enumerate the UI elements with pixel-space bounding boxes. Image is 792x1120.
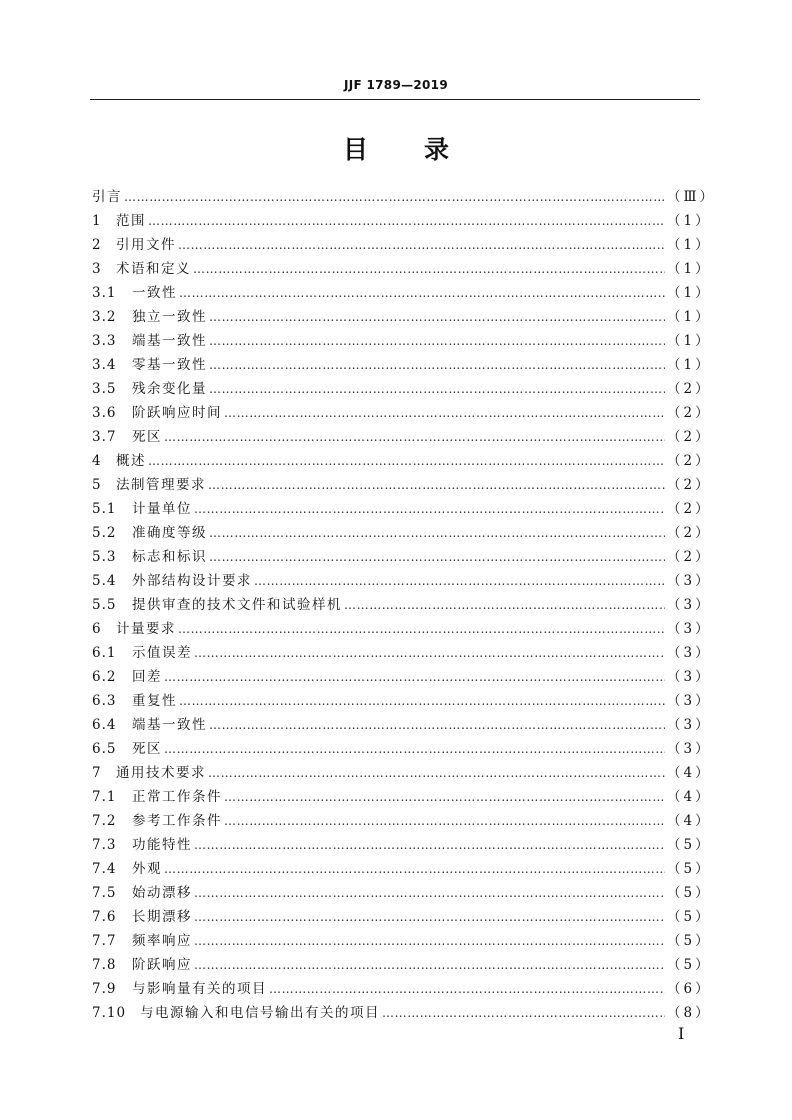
- toc-entry-page: （4）: [667, 813, 712, 829]
- toc-entry[interactable]: [92, 353, 712, 377]
- toc-entry[interactable]: [92, 569, 712, 593]
- toc-entry[interactable]: [92, 233, 712, 257]
- toc-entry-label: 通用技术要求: [116, 765, 206, 781]
- toc-entry[interactable]: [92, 281, 712, 305]
- toc-entry-number: 3.1: [92, 285, 117, 301]
- page-number: I: [678, 1024, 685, 1043]
- toc-entry-page: （3）: [667, 645, 712, 661]
- toc-entry-number: 6.1: [92, 645, 117, 661]
- toc-entry-page: （6）: [667, 981, 712, 997]
- toc-entry[interactable]: [92, 737, 712, 761]
- toc-entry[interactable]: [92, 617, 712, 641]
- toc-entry-number: 5.1: [92, 501, 117, 517]
- toc-entry-label: 功能特性: [132, 837, 192, 853]
- toc-dot-leader: [254, 569, 665, 593]
- toc-entry-page: （2）: [667, 549, 712, 565]
- toc-entry[interactable]: [92, 305, 712, 329]
- toc-dot-leader: [209, 545, 665, 569]
- toc-entry-number: 7.1: [92, 789, 117, 805]
- toc-entry-label: 与影响量有关的项目: [132, 981, 267, 997]
- toc-dot-leader: [209, 377, 665, 401]
- toc-entry-label: 范围: [116, 213, 146, 229]
- toc-entry[interactable]: [92, 953, 712, 977]
- toc-dot-leader: [269, 977, 665, 1001]
- toc-entry-label: 示值误差: [132, 645, 192, 661]
- toc-entry[interactable]: [92, 401, 712, 425]
- toc-entry-label: 术语和定义: [116, 261, 191, 277]
- toc-entry-page: （5）: [667, 861, 712, 877]
- toc-entry[interactable]: [92, 833, 712, 857]
- toc-dot-leader: [178, 233, 665, 257]
- toc-entry-number: 7.8: [92, 957, 117, 973]
- toc-entry-number: 6.5: [92, 741, 117, 757]
- toc-entry-number: 7.7: [92, 933, 117, 949]
- toc-entry-page: （1）: [667, 237, 712, 253]
- toc-dot-leader: [209, 305, 665, 329]
- toc-entry-page: （1）: [667, 333, 712, 349]
- toc-entry-page: （5）: [667, 957, 712, 973]
- toc-entry-page: （1）: [667, 261, 712, 277]
- toc-entry-number: 3.5: [92, 381, 117, 397]
- toc-entry[interactable]: [92, 881, 712, 905]
- toc-entry-page: （5）: [667, 837, 712, 853]
- toc-entry-number: 7.6: [92, 909, 117, 925]
- toc-dot-leader: [194, 953, 665, 977]
- toc-entry-number: 5: [92, 477, 102, 493]
- toc-entry-page: （2）: [667, 381, 712, 397]
- toc-entry-label: 参考工作条件: [132, 813, 222, 829]
- toc-entry-number: 5.4: [92, 573, 117, 589]
- toc-entry-label: 引用文件: [116, 237, 176, 253]
- toc-entry-page: （1）: [667, 285, 712, 301]
- toc-entry[interactable]: [92, 593, 712, 617]
- toc-entry-number: 6.4: [92, 717, 117, 733]
- toc-entry-label: 阶跃响应时间: [132, 405, 222, 421]
- toc-entry[interactable]: [92, 545, 712, 569]
- toc-entry[interactable]: [92, 977, 712, 1001]
- toc-entry-label: 法制管理要求: [116, 477, 206, 493]
- toc-entry[interactable]: [92, 929, 712, 953]
- toc-dot-leader: [208, 761, 665, 785]
- toc-entry[interactable]: [92, 689, 712, 713]
- toc-entry[interactable]: [92, 185, 717, 209]
- toc-entry-number: 5.3: [92, 549, 117, 565]
- toc-dot-leader: [164, 665, 665, 689]
- toc-entry-label: 计量要求: [116, 621, 176, 637]
- toc-dot-leader: [382, 1001, 665, 1025]
- toc-dot-leader: [194, 833, 665, 857]
- toc-dot-leader: [209, 329, 665, 353]
- document-id-header: JJF 1789—2019: [343, 78, 448, 92]
- toc-entry-page: （5）: [667, 885, 712, 901]
- toc-entry-page: （1）: [667, 213, 712, 229]
- toc-dot-leader: [193, 257, 665, 281]
- header-rule: [90, 99, 700, 100]
- toc-entry-number: 7.3: [92, 837, 117, 853]
- toc-entry-label: 始动漂移: [132, 885, 192, 901]
- toc-dot-leader: [194, 881, 665, 905]
- toc-entry-number: 3.3: [92, 333, 117, 349]
- toc-entry-number: 6.2: [92, 669, 117, 685]
- toc-entry-label: 频率响应: [132, 933, 192, 949]
- toc-entry[interactable]: [92, 1001, 712, 1025]
- toc-entry-page: （3）: [667, 717, 712, 733]
- toc-entry-number: 7.10: [92, 1005, 127, 1021]
- toc-entry-number: 7.2: [92, 813, 117, 829]
- toc-entry-number: 7.9: [92, 981, 117, 997]
- toc-entry-page: （3）: [667, 621, 712, 637]
- toc-entry[interactable]: [92, 209, 712, 233]
- toc-entry-label: 与电源输入和电信号输出有关的项目: [140, 1005, 380, 1021]
- toc-entry[interactable]: [92, 473, 712, 497]
- toc-entry-label: 死区: [132, 429, 162, 445]
- toc-entry-number: 2: [92, 237, 102, 253]
- toc-entry-label: 独立一致性: [132, 309, 207, 325]
- toc-entry-label: 外观: [132, 861, 162, 877]
- toc-entry[interactable]: [92, 377, 712, 401]
- toc-entry-label: 一致性: [132, 285, 177, 301]
- toc-entry-label: 残余变化量: [132, 381, 207, 397]
- toc-entry-page: （1）: [667, 357, 712, 373]
- toc-entry-page: （2）: [667, 405, 712, 421]
- toc-entry-label: 提供审查的技术文件和试验样机: [132, 597, 342, 613]
- toc-entry-number: 7: [92, 765, 102, 781]
- toc-entry-page: （3）: [667, 597, 712, 613]
- toc-entry-label: 引言: [92, 189, 122, 205]
- toc-entry-page: （5）: [667, 909, 712, 925]
- toc-entry[interactable]: [92, 449, 712, 473]
- toc-entry[interactable]: [92, 809, 712, 833]
- toc-entry-number: 3.6: [92, 405, 117, 421]
- toc-entry[interactable]: [92, 257, 712, 281]
- toc-entry-label: 重复性: [132, 693, 177, 709]
- toc-dot-leader: [209, 713, 665, 737]
- toc-entry-number: 6: [92, 621, 102, 637]
- toc-entry-label: 死区: [132, 741, 162, 757]
- toc-dot-leader: [209, 353, 665, 377]
- toc-entry[interactable]: [92, 665, 712, 689]
- toc-entry-label: 零基一致性: [132, 357, 207, 373]
- toc-entry-label: 准确度等级: [132, 525, 207, 541]
- toc-dot-leader: [124, 185, 665, 209]
- toc-entry-label: 阶跃响应: [132, 957, 192, 973]
- toc-entry-number: 7.5: [92, 885, 117, 901]
- toc-dot-leader: [224, 785, 665, 809]
- toc-dot-leader: [194, 905, 665, 929]
- toc-entry-page: （Ⅲ）: [667, 189, 717, 205]
- toc-entry-label: 标志和标识: [132, 549, 207, 565]
- toc-entry-page: （2）: [667, 525, 712, 541]
- toc-entry-number: 3.4: [92, 357, 117, 373]
- toc-entry-number: 5.5: [92, 597, 117, 613]
- toc-entry-page: （2）: [667, 501, 712, 517]
- toc-dot-leader: [224, 401, 665, 425]
- toc-entry-number: 5.2: [92, 525, 117, 541]
- toc-entry-page: （5）: [667, 933, 712, 949]
- toc-dot-leader: [164, 857, 665, 881]
- toc-dot-leader: [179, 689, 665, 713]
- toc-entry-label: 长期漂移: [132, 909, 192, 925]
- toc-entry-number: 3.7: [92, 429, 117, 445]
- toc-entry-page: （4）: [667, 789, 712, 805]
- toc-entry[interactable]: [92, 857, 712, 881]
- toc-dot-leader: [179, 281, 665, 305]
- toc-entry-label: 计量单位: [132, 501, 192, 517]
- toc-entry-number: 6.3: [92, 693, 117, 709]
- toc-entry-page: （3）: [667, 669, 712, 685]
- toc-dot-leader: [164, 425, 665, 449]
- title-char-1: 目: [342, 135, 368, 164]
- toc-dot-leader: [194, 497, 665, 521]
- toc-entry-page: （3）: [667, 741, 712, 757]
- toc-entry-page: （2）: [667, 477, 712, 493]
- toc-entry-page: （8）: [667, 1005, 712, 1021]
- toc-entry[interactable]: [92, 497, 712, 521]
- toc-entry[interactable]: [92, 713, 712, 737]
- toc-dot-leader: [224, 809, 665, 833]
- toc-entry-page: （1）: [667, 309, 712, 325]
- toc-dot-leader: [194, 641, 665, 665]
- toc-dot-leader: [209, 521, 665, 545]
- toc-entry[interactable]: [92, 521, 712, 545]
- toc-entry[interactable]: [92, 329, 712, 353]
- toc-dot-leader: [148, 209, 665, 233]
- toc-entry-label: 外部结构设计要求: [132, 573, 252, 589]
- table-of-contents: [92, 185, 717, 1025]
- toc-entry[interactable]: [92, 425, 712, 449]
- toc-dot-leader: [164, 737, 665, 761]
- page-title: [0, 130, 792, 166]
- toc-entry[interactable]: [92, 641, 712, 665]
- toc-entry-label: 回差: [132, 669, 162, 685]
- toc-entry-number: 3: [92, 261, 102, 277]
- toc-entry-page: （3）: [667, 693, 712, 709]
- toc-entry-page: （2）: [667, 429, 712, 445]
- toc-entry-label: 端基一致性: [132, 717, 207, 733]
- toc-dot-leader: [194, 929, 665, 953]
- toc-dot-leader: [344, 593, 665, 617]
- toc-entry-label: 概述: [116, 453, 146, 469]
- toc-entry[interactable]: [92, 905, 712, 929]
- toc-entry[interactable]: [92, 761, 712, 785]
- toc-entry-page: （2）: [667, 453, 712, 469]
- toc-entry-page: （4）: [667, 765, 712, 781]
- toc-dot-leader: [148, 449, 665, 473]
- toc-entry-label: 端基一致性: [132, 333, 207, 349]
- toc-entry-number: 1: [92, 213, 102, 229]
- toc-entry-number: 3.2: [92, 309, 117, 325]
- toc-entry-label: 正常工作条件: [132, 789, 222, 805]
- toc-dot-leader: [208, 473, 665, 497]
- title-char-2: 录: [424, 135, 450, 164]
- toc-entry-number: 7.4: [92, 861, 117, 877]
- toc-entry-number: 4: [92, 453, 102, 469]
- toc-entry-page: （3）: [667, 573, 712, 589]
- toc-dot-leader: [178, 617, 665, 641]
- toc-entry[interactable]: [92, 785, 712, 809]
